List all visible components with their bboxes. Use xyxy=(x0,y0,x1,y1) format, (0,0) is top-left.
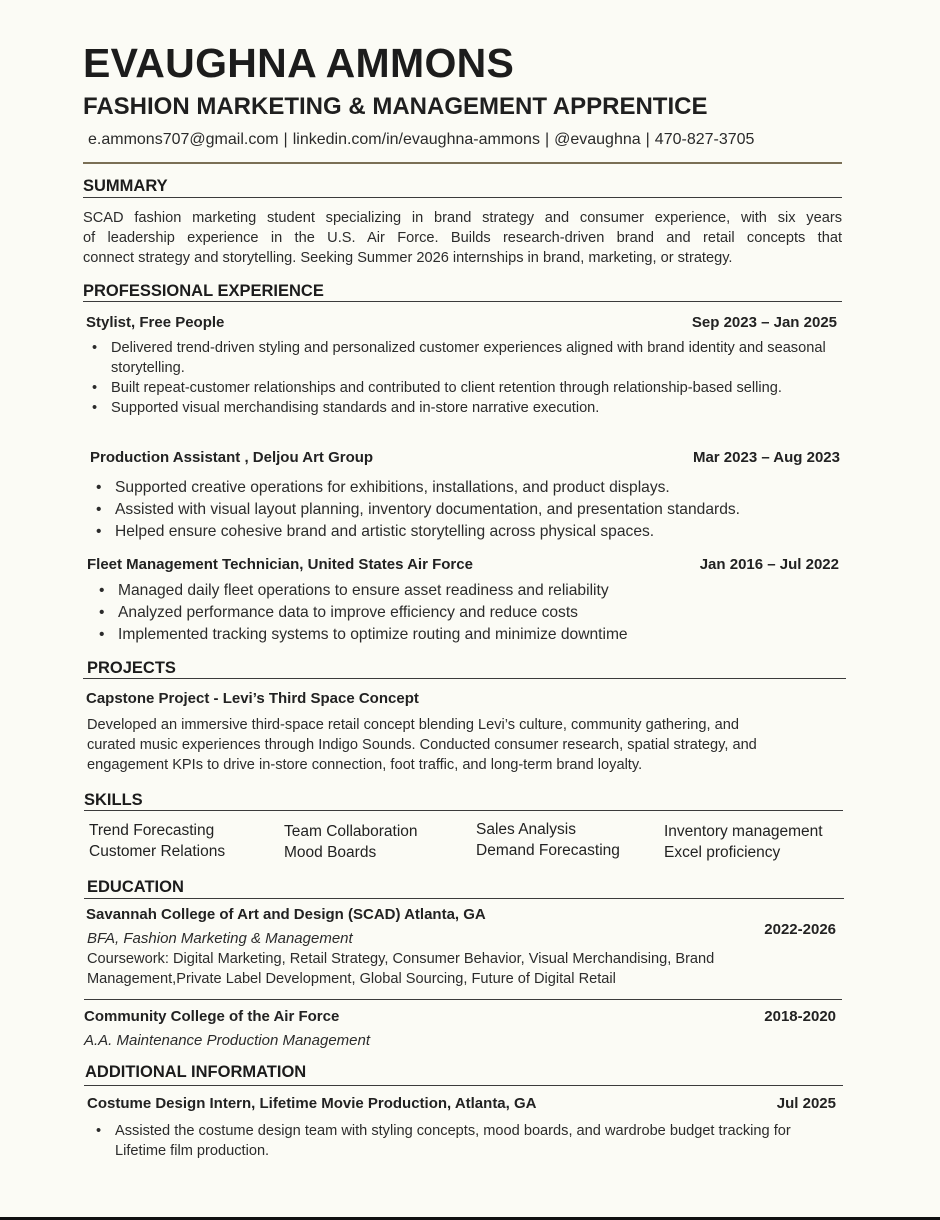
skill-item: Mood Boards xyxy=(284,844,377,861)
skill-item: Excel proficiency xyxy=(664,844,781,861)
summary-line: connect strategy and storytelling. Seeking Summer 2026 internships in brand, marketing, or strategy. xyxy=(83,250,733,266)
job-dates: Sep 2023 – Jan 2025 xyxy=(691,314,837,331)
additional-heading: ADDITIONAL INFORMATION xyxy=(85,1063,307,1081)
section-divider xyxy=(83,678,846,679)
header-divider xyxy=(83,162,842,164)
job-title: Fleet Management Technician, United States Air Force xyxy=(87,556,473,573)
school-name: Savannah College of Art and Design (SCAD) Atlanta, GA xyxy=(86,906,486,923)
projects-heading: PROJECTS xyxy=(87,659,176,677)
job-title: Stylist, Free People xyxy=(86,314,225,331)
skills-heading: SKILLS xyxy=(84,791,143,809)
education-heading: EDUCATION xyxy=(87,878,184,896)
linkedin-link[interactable]: linkedin.com/in/evaughna-ammons xyxy=(292,131,540,148)
skill-item: Demand Forecasting xyxy=(476,842,620,859)
summary-heading: SUMMARY xyxy=(83,177,168,195)
project-line: curated music experiences through Indigo Sounds. Conducted consumer research, spatial strategy, and xyxy=(87,737,757,753)
skill-item: Customer Relations xyxy=(89,843,226,860)
email-link[interactable]: e.ammons707@gmail.com xyxy=(88,131,279,148)
school-years: 2018-2020 xyxy=(764,1008,836,1025)
job-bullets xyxy=(93,580,853,646)
skills-column xyxy=(664,821,823,863)
section-divider xyxy=(84,810,843,811)
job-bullets xyxy=(86,338,842,418)
section-divider xyxy=(83,301,842,302)
job-dates: Mar 2023 – Aug 2023 xyxy=(692,449,840,466)
coursework-line: Management,Private Label Development, Global Sourcing, Future of Digital Retail xyxy=(87,971,616,987)
additional-title: Costume Design Intern, Lifetime Movie Production, Atlanta, GA xyxy=(87,1095,537,1112)
phone-number: 470-827-3705 xyxy=(654,131,755,148)
degree: BFA, Fashion Marketing & Management xyxy=(87,930,353,947)
bullet-item: • Managed daily fleet operations to ensure asset readiness and reliability xyxy=(93,580,853,602)
candidate-role: FASHION MARKETING & MANAGEMENT APPRENTICE xyxy=(83,93,708,120)
bullet-item: • Implemented tracking systems to optimize routing and minimize downtime xyxy=(93,624,853,646)
bullet-item: • Assisted with visual layout planning, inventory documentation, and presentation standards. xyxy=(90,499,850,521)
summary-line: of leadership experience in the U.S. Air Force. Builds research-driven brand and retail concepts that xyxy=(83,230,842,246)
school-years: 2022-2026 xyxy=(764,921,836,938)
section-divider xyxy=(84,1085,843,1086)
experience-heading: PROFESSIONAL EXPERIENCE xyxy=(83,282,324,300)
coursework-line: Coursework: Digital Marketing, Retail Strategy, Consumer Behavior, Visual Merchandising, Brand xyxy=(87,951,715,967)
contact-line xyxy=(88,131,754,149)
coursework xyxy=(87,949,847,989)
job-title: Production Assistant , Deljou Art Group xyxy=(90,449,374,466)
bullet-item: • Delivered trend-driven styling and personalized customer experiences aligned with brand identity and seasonal storytelling. xyxy=(86,338,842,378)
bullet-item: • Analyzed performance data to improve efficiency and reduce costs xyxy=(93,602,853,624)
project-line: engagement KPIs to drive in-store connection, foot traffic, and long-term brand loyalty. xyxy=(87,757,643,773)
section-divider xyxy=(83,197,842,198)
bullet-item: • Helped ensure cohesive brand and artistic storytelling across physical spaces. xyxy=(90,521,850,543)
additional-date: Jul 2025 xyxy=(776,1095,836,1112)
candidate-name: EVAUGHNA AMMONS xyxy=(83,40,515,86)
summary-line: SCAD fashion marketing student specializing in brand strategy and consumer experience, with six years xyxy=(83,210,842,226)
job-bullets xyxy=(90,477,850,543)
skill-item: Sales Analysis xyxy=(476,821,576,838)
skills-column xyxy=(284,821,418,863)
social-handle: @evaughna xyxy=(554,131,641,148)
project-title: Capstone Project - Levi’s Third Space Concept xyxy=(86,690,419,707)
job-dates: Jan 2016 – Jul 2022 xyxy=(699,556,839,573)
bullet-item: • Supported creative operations for exhibitions, installations, and product displays. xyxy=(90,477,850,499)
bullet-item: • Built repeat-customer relationships and contributed to client retention through relationship-based selling. xyxy=(86,378,842,398)
summary-text xyxy=(83,208,842,268)
skill-item: Team Collaboration xyxy=(284,823,418,840)
skills-column xyxy=(476,819,620,861)
section-divider xyxy=(84,999,842,1000)
contact-separator: | xyxy=(544,131,550,148)
project-line: Developed an immersive third-space retail concept blending Levi’s culture, community gathering, and xyxy=(87,717,739,733)
skill-item: Inventory management xyxy=(664,823,823,840)
additional-bullets xyxy=(90,1121,812,1161)
degree: A.A. Maintenance Production Management xyxy=(84,1032,371,1049)
skills-column xyxy=(89,820,225,862)
skill-item: Trend Forecasting xyxy=(89,822,215,839)
section-divider xyxy=(84,898,844,899)
project-description xyxy=(87,715,842,775)
bullet-item: • Supported visual merchandising standards and in-store narrative execution. xyxy=(86,398,842,418)
school-name: Community College of the Air Force xyxy=(84,1008,340,1025)
contact-separator: | xyxy=(283,131,288,148)
bullet-item: • Assisted the costume design team with styling concepts, mood boards, and wardrobe budget tracking for Lifetime film production. xyxy=(90,1121,812,1161)
contact-separator: | xyxy=(645,131,650,148)
